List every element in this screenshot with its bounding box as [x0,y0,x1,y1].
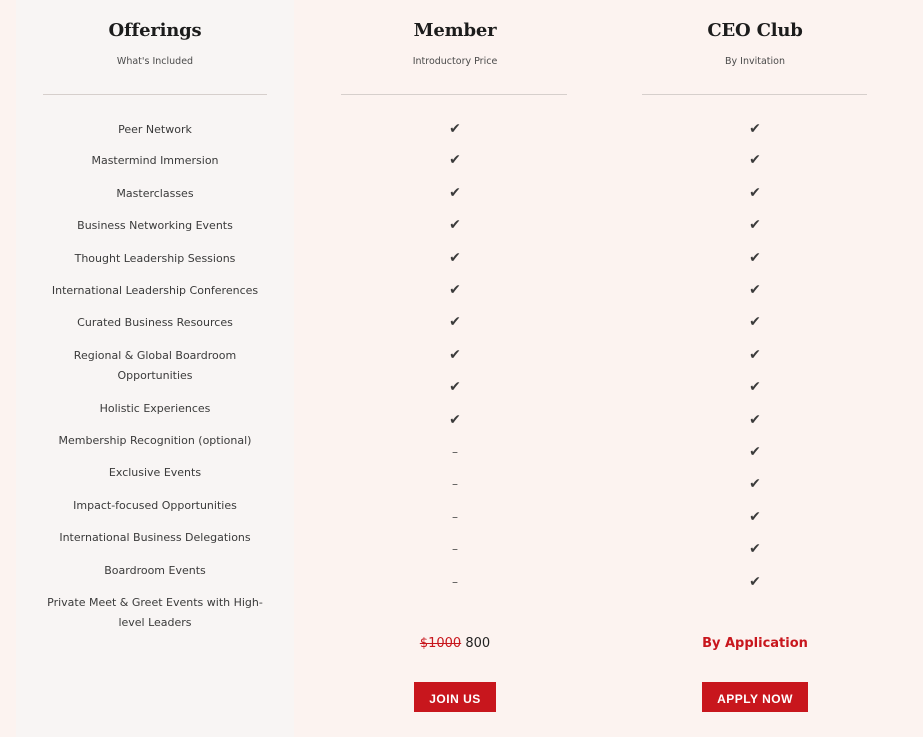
dash-icon: – [452,575,458,589]
checkmark-icon: ✔ [749,347,761,363]
offering-label: Mastermind Immersion [91,154,219,167]
checkmark-icon: ✔ [749,185,761,201]
offering-label: Regional & Global Boardroom Opportunities [73,349,237,382]
checkmark-icon: ✔ [749,217,761,233]
offering-label: Holistic Experiences [99,402,211,415]
offering-label: Thought Leadership Sessions [74,252,236,265]
checkmark-icon: ✔ [749,574,761,590]
offerings-title: Offerings [108,20,202,41]
offering-label: Masterclasses [116,187,194,200]
member-subtitle: Introductory Price [412,56,498,67]
checkmark-icon: ✔ [749,250,761,266]
checkmark-icon: ✔ [749,444,761,460]
checkmark-icon: ✔ [449,250,461,266]
checkmark-icon: ✔ [449,314,461,330]
ceo-club-subtitle: By Invitation [725,56,785,67]
checkmark-icon: ✔ [749,541,761,557]
member-title: Member [413,20,497,41]
member-divider [341,94,567,95]
offering-label: Curated Business Resources [77,316,233,329]
ceo-club-column [605,0,905,737]
dash-icon: – [452,510,458,524]
checkmark-icon: ✔ [749,152,761,168]
offering-label: Peer Network [118,123,192,136]
join-us-button[interactable]: JOIN US [414,682,496,712]
checkmark-icon: ✔ [449,152,461,168]
offering-label: Membership Recognition (optional) [58,434,252,447]
checkmark-icon: ✔ [449,121,461,137]
dash-icon: – [452,542,458,556]
offering-label: Business Networking Events [77,219,233,232]
offering-label: Impact-focused Opportunities [73,499,237,512]
offerings-column [16,0,294,737]
offering-label: Private Meet & Greet Events with High-level Leaders [47,596,263,629]
checkmark-icon: ✔ [749,476,761,492]
checkmark-icon: ✔ [749,412,761,428]
member-column [305,0,605,737]
offering-label: International Leadership Conferences [51,284,259,297]
checkmark-icon: ✔ [449,282,461,298]
dash-icon: – [452,477,458,491]
apply-now-button[interactable]: APPLY NOW [702,682,808,712]
ceo-club-price: By Application [702,636,808,651]
ceo-club-title: CEO Club [707,20,803,41]
offering-label: International Business Delegations [59,531,251,544]
checkmark-icon: ✔ [749,314,761,330]
checkmark-icon: ✔ [749,509,761,525]
checkmark-icon: ✔ [449,185,461,201]
dash-icon: – [452,445,458,459]
offering-label: Boardroom Events [104,564,206,577]
offerings-subtitle: What's Included [116,56,194,67]
ceo-club-divider [642,94,867,95]
checkmark-icon: ✔ [449,379,461,395]
checkmark-icon: ✔ [749,379,761,395]
member-new-price: 800 [465,636,491,651]
checkmark-icon: ✔ [449,412,461,428]
checkmark-icon: ✔ [749,121,761,137]
checkmark-icon: ✔ [449,347,461,363]
member-price [305,636,605,651]
member-old-price: $1000 [419,636,462,651]
offerings-divider [43,94,267,95]
checkmark-icon: ✔ [749,282,761,298]
checkmark-icon: ✔ [449,217,461,233]
offering-label: Exclusive Events [108,466,202,479]
